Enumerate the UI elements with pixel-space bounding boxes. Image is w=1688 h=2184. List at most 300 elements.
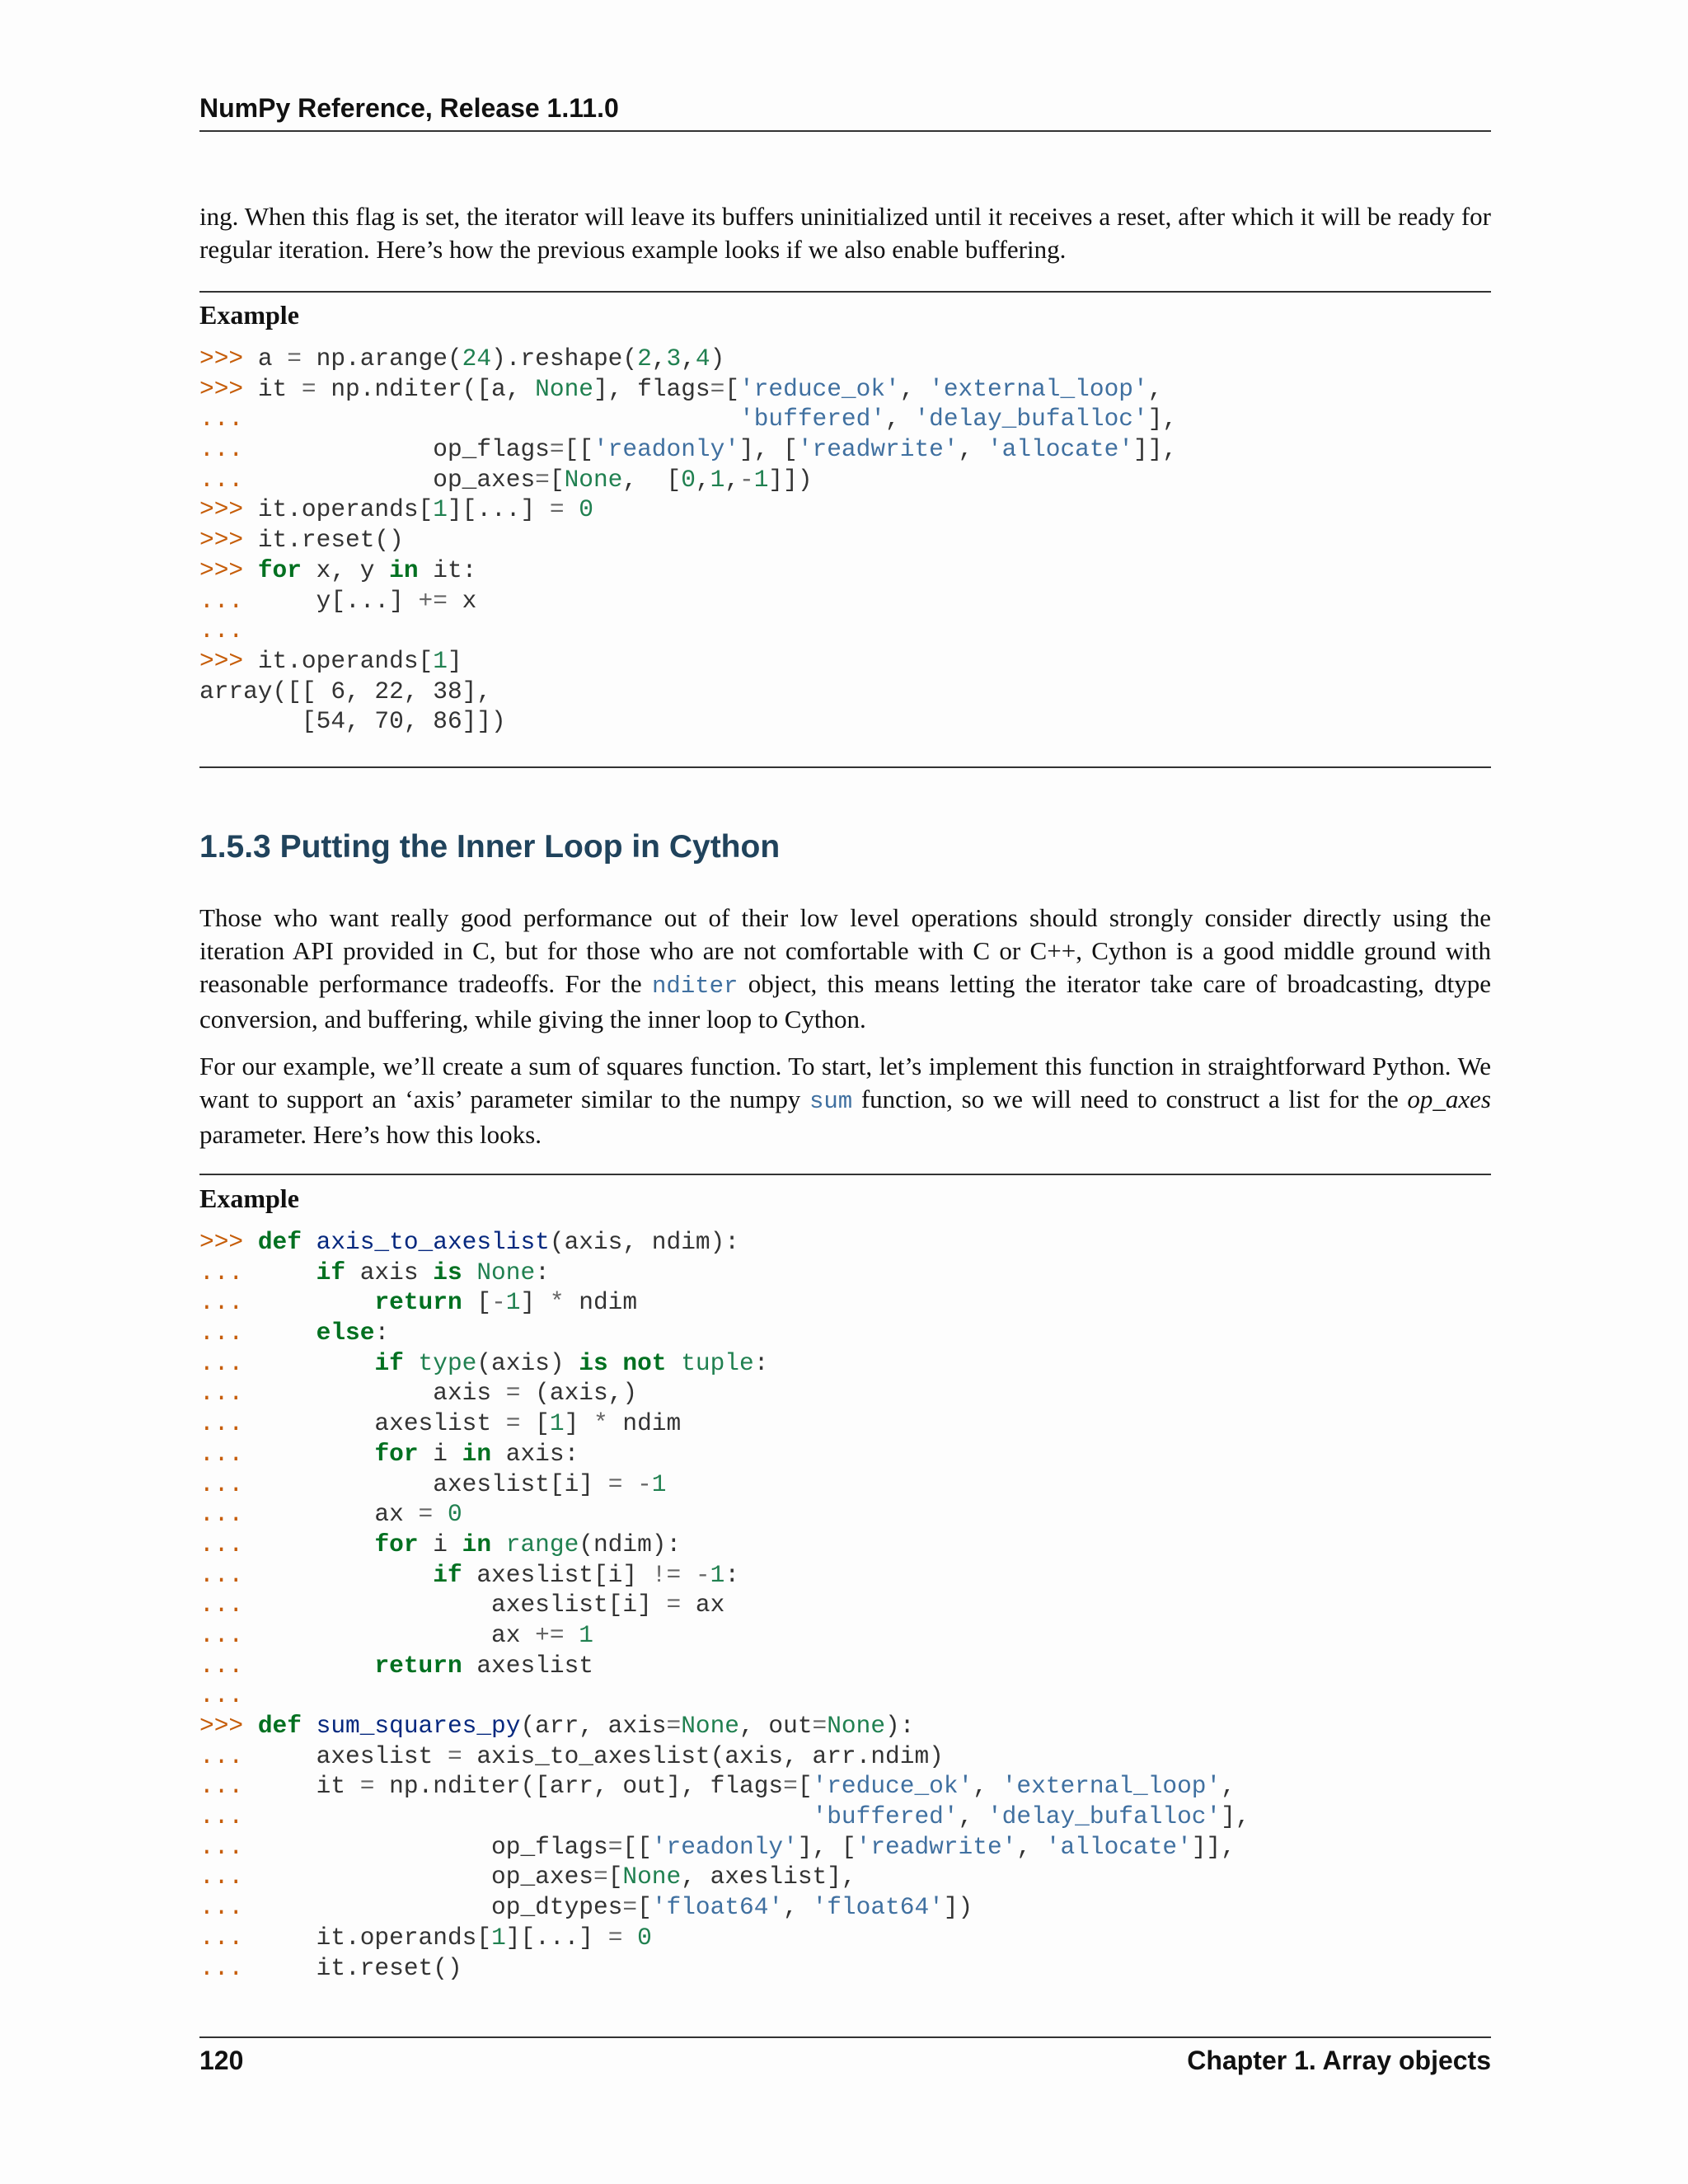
code-code-text (681, 1561, 696, 1589)
code-code-text: it.reset() (257, 526, 404, 555)
code-prompt: >>> (199, 1712, 258, 1740)
code-code-text: , out (739, 1712, 813, 1740)
code-code-text: [ (724, 374, 740, 403)
code-operator: = (666, 1712, 682, 1740)
code-line (199, 1711, 1491, 1741)
code-operator: = (783, 1772, 798, 1801)
code-operator: - (695, 1560, 710, 1589)
code-literal: 4 (695, 344, 710, 373)
code-code-text: ax (681, 1591, 725, 1619)
code-line (199, 1802, 1491, 1832)
code-operator: = (359, 1772, 375, 1801)
code-literal: type (418, 1348, 477, 1377)
code-code-text: y[...] (257, 586, 419, 615)
code-code-text: , (783, 1893, 813, 1922)
op-axes-emphasis: op_axes (1407, 1085, 1491, 1113)
code-code-text: [ (549, 465, 565, 494)
example1-top-rule (199, 291, 1491, 293)
code-literal: None (681, 1712, 740, 1740)
code-line (199, 1620, 1491, 1651)
nditer-reference-link[interactable]: nditer (652, 972, 738, 1000)
code-code-text: axeslist[i] (257, 1469, 608, 1498)
code-string: 'reduce_ok' (739, 374, 900, 403)
code-literal: None (564, 465, 623, 494)
code-code-text: , axeslist], (681, 1863, 856, 1891)
example1-code (199, 344, 1491, 737)
code-string: 'buffered' (739, 405, 886, 434)
code-line (199, 677, 1491, 707)
para1-text-end: object, this means letting the iterator take care of broadcasting, dtype conversion, and buffering, while giving the inner loop to Cython. (199, 969, 1491, 1033)
code-prompt: ... (199, 1620, 258, 1649)
code-code-text (622, 1470, 637, 1498)
code-code-text (258, 1440, 375, 1468)
code-code-text: , (1016, 1832, 1046, 1861)
code-code-text: i (418, 1439, 462, 1468)
code-line (199, 434, 1491, 465)
code-line (199, 1439, 1491, 1469)
code-code-text: np.arange( (301, 344, 462, 373)
code-operator: = (287, 344, 302, 373)
code-code-text: , (958, 1802, 987, 1831)
code-code-text: : (374, 1319, 390, 1347)
code-operator: - (491, 1288, 506, 1317)
code-operator: += (535, 1620, 565, 1649)
code-string: 'buffered' (812, 1802, 959, 1831)
code-code-text (404, 1349, 419, 1377)
code-operator: = (622, 1893, 638, 1922)
code-operator: = (549, 495, 565, 524)
code-code-text (565, 495, 579, 523)
code-string: 'allocate' (1045, 1832, 1192, 1861)
code-code-text (258, 1802, 813, 1830)
code-code-text (258, 1288, 375, 1316)
code-code-text: [ (607, 1863, 623, 1891)
code-literal: None (535, 374, 593, 403)
code-code-text: axis (257, 1379, 506, 1408)
code-keyword: is (433, 1258, 462, 1286)
code-line (199, 1862, 1491, 1892)
code-string: 'readonly' (651, 1832, 798, 1861)
code-code-text: it (257, 374, 302, 403)
code-literal: tuple (681, 1348, 754, 1377)
code-literal: 1 (549, 1409, 565, 1438)
code-code-text: op_axes (257, 1863, 593, 1891)
code-code-text: (arr, axis (520, 1712, 667, 1740)
code-code-text: , (651, 344, 667, 373)
code-operator: = (607, 1469, 623, 1498)
code-code-text (258, 1561, 433, 1589)
intro-paragraph: ing. When this flag is set, the iterator will leave its buffers uninitialized until it receives a reset, after which it will be ready for regular iteration. Here’s how the previous example looks if we also enable buffering. (199, 202, 1491, 264)
code-code-text: axeslist[i] (462, 1560, 652, 1589)
code-code-text: [ (520, 1409, 550, 1438)
code-code-text: op_axes (257, 465, 536, 494)
code-literal: None (622, 1863, 682, 1891)
code-code-text: op_dtypes (257, 1893, 623, 1922)
code-code-text: ax (257, 1500, 419, 1529)
code-code-text (491, 1530, 506, 1558)
code-keyword: for (374, 1439, 419, 1468)
code-string: 'external_loop' (1001, 1772, 1221, 1801)
code-prompt: ... (199, 1319, 258, 1347)
code-line (199, 374, 1491, 405)
code-prompt: ... (199, 435, 258, 464)
code-line (199, 586, 1491, 616)
code-keyword: return (374, 1651, 462, 1680)
example2-label: Example (199, 1183, 299, 1213)
code-line (199, 525, 1491, 555)
code-code-text: , (899, 374, 930, 403)
code-prompt: ... (199, 1439, 258, 1468)
code-prompt: >>> (199, 555, 258, 584)
code-code-text: x (447, 586, 477, 615)
code-literal: 0 (681, 465, 696, 494)
code-operator: = (418, 1500, 434, 1529)
code-code-text (258, 1530, 375, 1558)
header-rule (199, 130, 1491, 132)
code-line (199, 1892, 1491, 1923)
code-code-text: ]) (943, 1893, 973, 1922)
code-line (199, 1651, 1491, 1681)
para2-text-mid: function, so we will need to construct a list for the (852, 1085, 1408, 1113)
code-operator: = (301, 374, 316, 403)
code-prompt: ... (199, 1772, 258, 1801)
code-literal: 1 (433, 646, 448, 675)
code-code-text: ]], (1133, 435, 1178, 464)
code-code-text (302, 1712, 316, 1740)
code-literal: 2 (637, 344, 652, 373)
code-line (199, 1771, 1491, 1802)
code-line (199, 465, 1491, 495)
code-code-text: ndim (607, 1409, 682, 1438)
code-code-text: , (1221, 1772, 1236, 1801)
code-operator: = (666, 1591, 682, 1619)
code-code-text: [54, 70, 86]]) (199, 707, 506, 736)
code-line (199, 1530, 1491, 1560)
code-operator: = (607, 1832, 623, 1861)
code-line (199, 1408, 1491, 1439)
code-code-text: it.operands[ (257, 495, 434, 524)
code-code-text: axeslist[i] (257, 1591, 667, 1619)
code-code-text: : (535, 1258, 550, 1286)
code-code-text: : (753, 1348, 769, 1377)
code-prompt: ... (199, 1863, 258, 1891)
code-prompt: >>> (199, 374, 258, 403)
code-code-text: it.operands[ (257, 646, 434, 675)
section-paragraph-2 (199, 1050, 1491, 1151)
code-string: 'delay_bufalloc' (914, 405, 1148, 434)
code-operator: = (535, 465, 550, 494)
section-paragraph-1 (199, 902, 1491, 1036)
code-line (199, 1318, 1491, 1348)
code-operator: - (637, 1469, 652, 1498)
code-code-text: a (257, 344, 288, 373)
code-code-text: [ (797, 1772, 813, 1801)
code-keyword: if (316, 1258, 346, 1286)
code-line (199, 1287, 1491, 1318)
code-string: 'float64' (651, 1893, 784, 1922)
code-operator: = (607, 1923, 623, 1952)
code-code-text: it (257, 1772, 360, 1801)
chapter-title: Chapter 1. Array objects (1187, 2046, 1491, 2075)
code-code-text: ]]) (768, 465, 813, 494)
code-code-text: op_flags (257, 435, 550, 464)
code-literal: 0 (637, 1923, 652, 1952)
code-literal: 0 (447, 1500, 462, 1529)
code-line (199, 1469, 1491, 1500)
code-operator: - (739, 465, 754, 494)
code-code-text: [ (462, 1288, 492, 1317)
code-line (199, 1227, 1491, 1258)
code-line (199, 1348, 1491, 1379)
code-keyword: def (257, 1712, 302, 1740)
code-string: 'readwrite' (797, 435, 959, 464)
code-code-text (667, 1349, 682, 1377)
code-code-text: axis (345, 1258, 434, 1286)
code-string: 'reduce_ok' (812, 1772, 973, 1801)
code-prompt: ... (199, 586, 258, 615)
code-prompt: ... (199, 1893, 258, 1922)
code-line (199, 1953, 1491, 1984)
code-code-text: axeslist (257, 1409, 506, 1438)
code-line (199, 1832, 1491, 1863)
code-string: 'external_loop' (929, 374, 1148, 403)
code-literal: None (476, 1258, 536, 1286)
code-literal: 1 (753, 465, 769, 494)
code-prompt: >>> (199, 526, 258, 555)
code-prompt: >>> (199, 1228, 258, 1256)
code-prompt: ... (199, 1591, 258, 1619)
code-prompt: ... (199, 1288, 258, 1317)
code-code-text (258, 1319, 316, 1347)
code-code-text: (axis,) (520, 1379, 638, 1408)
code-literal: 24 (462, 344, 492, 373)
code-code-text: , (1147, 374, 1163, 403)
code-code-text: np.nditer([arr, out], flags (374, 1772, 784, 1801)
code-code-text: [[ (622, 1832, 652, 1861)
code-code-text (258, 1652, 375, 1680)
code-code-text: ] (564, 1409, 593, 1438)
code-prompt: ... (199, 1348, 258, 1377)
code-line (199, 646, 1491, 677)
code-keyword: return (374, 1288, 462, 1317)
code-literal: 1 (491, 1923, 506, 1952)
code-code-text (565, 1621, 579, 1649)
code-code-text: [ (637, 1893, 652, 1922)
example2-top-rule (199, 1174, 1491, 1175)
sum-reference-link[interactable]: sum (809, 1088, 853, 1115)
code-prompt: >>> (199, 495, 258, 524)
code-operator: = (710, 374, 725, 403)
para2-text: For our example, we’ll create a sum of squares function. To start, let’s implement this function in straightforward Python. We want to support an ‘axis’ parameter similar to the numpy (199, 1052, 1491, 1113)
code-code-text: it.operands[ (257, 1923, 492, 1952)
code-code-text: ): (885, 1712, 915, 1740)
code-literal: 1 (651, 1469, 667, 1498)
code-operator: += (418, 586, 448, 615)
code-code-text: ] (520, 1288, 550, 1317)
footer-rule (199, 2036, 1491, 2038)
code-code-text: (axis, ndim): (549, 1228, 740, 1256)
code-prompt: ... (199, 1802, 258, 1831)
code-code-text: ax (257, 1620, 536, 1649)
code-string: 'delay_bufalloc' (987, 1802, 1221, 1831)
code-code-text: : (724, 1560, 740, 1589)
code-keyword: for (257, 555, 302, 584)
code-code-text: ], flags (593, 374, 710, 403)
code-code-text: axis: (491, 1439, 579, 1468)
code-keyword: def (257, 1228, 302, 1256)
code-code-text: , (681, 344, 696, 373)
code-string: 'readonly' (593, 435, 740, 464)
code-operator: = (505, 1379, 521, 1408)
code-prompt: ... (199, 1681, 244, 1710)
code-line (199, 1923, 1491, 1953)
code-prompt: >>> (199, 646, 258, 675)
code-code-text (258, 405, 739, 433)
code-code-text: , (958, 435, 987, 464)
code-literal: 1 (505, 1288, 521, 1317)
code-code-text: , (885, 405, 915, 434)
code-code-text: ][...] (447, 495, 550, 524)
para1-text: Those who want really good performance out of their low level operations should strongly consider directly using the iteration API provided in C, but for those who are not comfortable with C or C++, Cython is a good middle ground with reasonable performance tradeoffs. For the (199, 903, 1491, 998)
code-code-text: (ndim): (579, 1530, 682, 1558)
section-heading: 1.5.3 Putting the Inner Loop in Cython (199, 829, 781, 865)
code-code-text: op_flags (257, 1832, 608, 1861)
code-line (199, 1680, 1491, 1711)
running-header: NumPy Reference, Release 1.11.0 (199, 93, 619, 123)
code-operator: != (651, 1560, 682, 1589)
code-keyword: in (462, 1439, 492, 1468)
code-code-text: , (973, 1772, 1002, 1801)
code-operator: * (593, 1409, 608, 1438)
para2-text-end: parameter. Here’s how this looks. (199, 1120, 542, 1149)
code-code-text: , [ (622, 465, 682, 494)
code-operator: = (505, 1409, 521, 1438)
code-prompt: ... (199, 1923, 258, 1952)
code-prompt: ... (199, 1258, 258, 1286)
code-keyword: in (389, 555, 419, 584)
code-prompt: ... (199, 1560, 258, 1589)
code-code-text (622, 1924, 637, 1952)
code-code-text: np.nditer([a, (316, 374, 536, 403)
example2-code (199, 1227, 1491, 1983)
code-keyword: if (433, 1560, 462, 1589)
code-code-text: (axis) (476, 1348, 579, 1377)
code-keyword: is not (579, 1348, 667, 1377)
code-line (199, 1741, 1491, 1772)
code-line (199, 616, 1491, 646)
code-operator: * (549, 1288, 565, 1317)
code-function-name: axis_to_axeslist (316, 1228, 550, 1256)
code-code-text: [[ (564, 435, 593, 464)
code-code-text: ][...] (505, 1923, 608, 1952)
code-line (199, 494, 1491, 525)
code-literal: range (505, 1530, 579, 1558)
code-string: 'readwrite' (856, 1832, 1017, 1861)
code-operator: = (593, 1863, 608, 1891)
example1-bottom-rule (199, 766, 1491, 768)
code-prompt: ... (199, 1469, 258, 1498)
code-prompt: ... (199, 465, 258, 494)
code-line (199, 1499, 1491, 1530)
code-line (199, 555, 1491, 586)
code-line (199, 1590, 1491, 1620)
code-prompt: ... (199, 1379, 258, 1408)
code-code-text: array([[ 6, 22, 38], (199, 677, 492, 705)
code-code-text (258, 1349, 375, 1377)
code-literal: 1 (433, 495, 448, 524)
code-prompt: ... (199, 1500, 258, 1529)
code-prompt: >>> (199, 344, 258, 373)
code-code-text: ], (1221, 1802, 1250, 1831)
code-prompt: ... (199, 1832, 258, 1861)
code-line (199, 404, 1491, 434)
code-prompt: ... (199, 1651, 258, 1680)
code-literal: 1 (710, 1560, 725, 1589)
code-code-text: ) (710, 344, 725, 373)
code-prompt: ... (199, 405, 258, 434)
code-code-text: ]], (1191, 1832, 1236, 1861)
code-code-text: ], (1147, 405, 1178, 434)
code-line (199, 706, 1491, 737)
code-operator: = (549, 435, 565, 464)
example1-label: Example (199, 300, 299, 330)
code-code-text: axeslist (462, 1651, 593, 1680)
code-code-text: ndim (564, 1288, 638, 1317)
code-function-name: sum_squares_py (316, 1712, 521, 1740)
code-operator: = (812, 1712, 828, 1740)
code-code-text: ], [ (739, 435, 798, 464)
code-literal: 3 (666, 344, 682, 373)
code-prompt: ... (199, 1741, 258, 1770)
code-literal: 1 (710, 465, 725, 494)
code-prompt: ... (199, 1530, 258, 1558)
code-literal: 1 (579, 1620, 593, 1649)
code-line (199, 344, 1491, 374)
code-code-text: ] (447, 646, 462, 675)
code-line (199, 1378, 1491, 1408)
code-code-text: it.reset() (257, 1953, 462, 1982)
code-code-text: ).reshape( (491, 344, 638, 373)
code-string: 'float64' (812, 1893, 944, 1922)
code-code-text: , (724, 465, 740, 494)
page-number: 120 (199, 2046, 244, 2075)
code-keyword: else (316, 1319, 375, 1347)
code-code-text: x, y (301, 555, 390, 584)
code-code-text (258, 1258, 316, 1286)
code-keyword: if (374, 1348, 404, 1377)
code-code-text: , (695, 465, 710, 494)
code-code-text: it: (418, 555, 477, 584)
code-keyword: for (374, 1530, 419, 1558)
code-code-text (433, 1500, 448, 1528)
code-line (199, 1258, 1491, 1288)
code-code-text (462, 1258, 477, 1286)
code-prompt: ... (199, 616, 244, 645)
code-code-text: axeslist (257, 1741, 448, 1770)
code-prompt: ... (199, 1953, 258, 1982)
code-code-text (302, 1228, 316, 1256)
code-code-text: ], [ (797, 1832, 856, 1861)
code-literal: None (827, 1712, 886, 1740)
code-string: 'allocate' (987, 435, 1133, 464)
code-keyword: in (462, 1530, 492, 1558)
code-operator: = (447, 1741, 462, 1770)
code-line (199, 1560, 1491, 1591)
code-code-text: axis_to_axeslist(axis, arr.ndim) (462, 1741, 944, 1770)
code-literal: 0 (579, 495, 593, 524)
code-prompt: ... (199, 1409, 258, 1438)
code-code-text: i (418, 1530, 462, 1558)
